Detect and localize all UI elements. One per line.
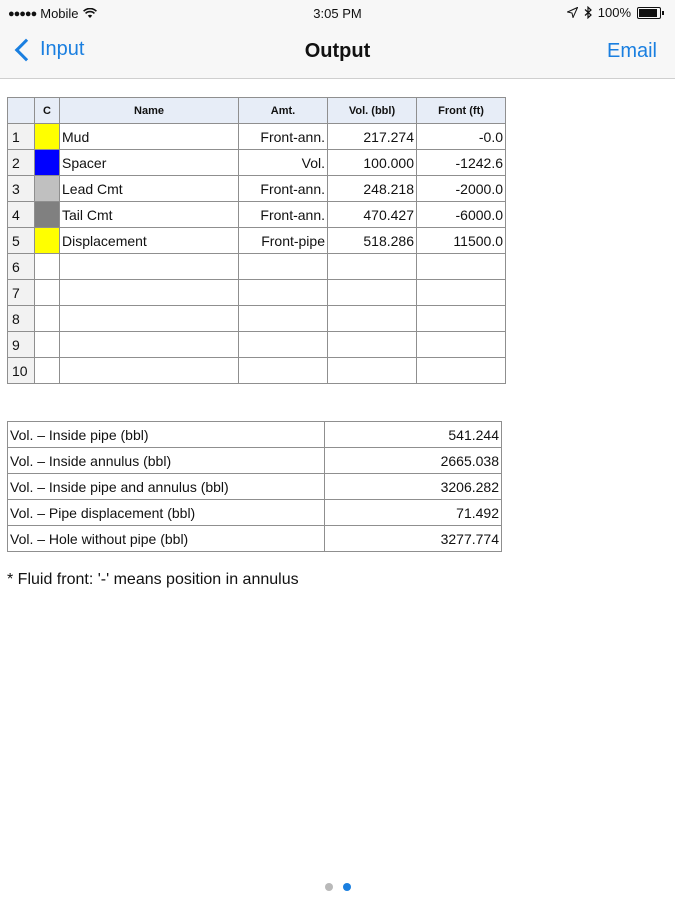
summary-value: 3206.282 [325, 474, 502, 500]
color-cell[interactable] [35, 176, 60, 202]
amount-cell[interactable] [239, 306, 328, 332]
fluid-name-cell[interactable] [60, 332, 239, 358]
front-cell[interactable]: -1242.6 [417, 150, 506, 176]
table-row[interactable] [8, 228, 506, 254]
color-swatch [35, 280, 59, 305]
summary-label: Vol. – Inside pipe (bbl) [8, 422, 325, 448]
amount-cell[interactable]: Front-ann. [239, 202, 328, 228]
summary-table [7, 421, 502, 552]
fluids-table [7, 97, 506, 384]
battery-icon [637, 7, 661, 19]
summary-label: Vol. – Pipe displacement (bbl) [8, 500, 325, 526]
summary-label: Vol. – Hole without pipe (bbl) [8, 526, 325, 552]
color-cell[interactable] [35, 124, 60, 150]
header-name: Name [60, 98, 239, 124]
amount-cell[interactable]: Vol. [239, 150, 328, 176]
fluid-name-cell[interactable] [60, 280, 239, 306]
page-title: Output [304, 40, 371, 62]
front-cell[interactable]: 11500.0 [417, 228, 506, 254]
amount-cell[interactable] [239, 332, 328, 358]
color-swatch [35, 150, 59, 175]
amount-cell[interactable] [239, 254, 328, 280]
color-swatch [35, 124, 59, 149]
volume-cell[interactable] [328, 280, 417, 306]
battery-percent: 100% [597, 5, 631, 20]
summary-value: 3277.774 [325, 526, 502, 552]
front-cell[interactable] [417, 332, 506, 358]
front-cell[interactable]: -6000.0 [417, 202, 506, 228]
status-time: 3:05 PM [313, 6, 362, 21]
front-cell[interactable] [417, 280, 506, 306]
table-row[interactable] [8, 332, 506, 358]
amount-cell[interactable]: Front-ann. [239, 176, 328, 202]
color-cell[interactable] [35, 150, 60, 176]
summary-row [8, 474, 502, 500]
color-swatch [35, 306, 59, 331]
front-cell[interactable] [417, 254, 506, 280]
summary-row [8, 448, 502, 474]
volume-cell[interactable] [328, 306, 417, 332]
volume-cell[interactable]: 100.000 [328, 150, 417, 176]
volume-cell[interactable] [328, 332, 417, 358]
front-cell[interactable] [417, 306, 506, 332]
volume-cell[interactable]: 217.274 [328, 124, 417, 150]
color-swatch [35, 254, 59, 279]
color-swatch [35, 202, 59, 227]
header-volume: Vol. (bbl) [328, 98, 417, 124]
summary-row [8, 500, 502, 526]
page-dot-active[interactable] [343, 883, 351, 891]
row-index: 3 [8, 176, 35, 202]
color-cell[interactable] [35, 280, 60, 306]
volume-cell[interactable]: 248.218 [328, 176, 417, 202]
color-swatch [35, 358, 59, 383]
front-cell[interactable] [417, 358, 506, 384]
amount-cell[interactable] [239, 358, 328, 384]
status-right [567, 5, 661, 20]
amount-cell[interactable]: Front-pipe [239, 228, 328, 254]
page-dot[interactable] [325, 883, 333, 891]
color-cell[interactable] [35, 254, 60, 280]
email-button[interactable]: Email [606, 40, 657, 62]
row-index: 10 [8, 358, 35, 384]
amount-cell[interactable] [239, 280, 328, 306]
table-row[interactable] [8, 124, 506, 150]
summary-row [8, 526, 502, 552]
table-row[interactable] [8, 202, 506, 228]
fluid-name-cell[interactable]: Lead Cmt [60, 176, 239, 202]
fluid-name-cell[interactable]: Tail Cmt [60, 202, 239, 228]
summary-label: Vol. – Inside pipe and annulus (bbl) [8, 474, 325, 500]
table-row[interactable] [8, 254, 506, 280]
summary-value: 541.244 [325, 422, 502, 448]
volume-cell[interactable]: 470.427 [328, 202, 417, 228]
color-swatch [35, 228, 59, 253]
summary-row [8, 422, 502, 448]
row-index: 6 [8, 254, 35, 280]
fluid-name-cell[interactable] [60, 306, 239, 332]
location-arrow-icon [567, 7, 578, 18]
row-index: 9 [8, 332, 35, 358]
summary-value: 2665.038 [325, 448, 502, 474]
carrier-name: Mobile [40, 6, 79, 21]
back-button-label: Input [40, 38, 85, 60]
fluid-name-cell[interactable]: Spacer [60, 150, 239, 176]
summary-label: Vol. – Inside annulus (bbl) [8, 448, 325, 474]
front-cell[interactable]: -2000.0 [417, 176, 506, 202]
table-row[interactable] [8, 306, 506, 332]
fluid-name-cell[interactable] [60, 358, 239, 384]
table-row[interactable] [8, 176, 506, 202]
color-cell[interactable] [35, 358, 60, 384]
table-row[interactable] [8, 280, 506, 306]
row-index: 4 [8, 202, 35, 228]
row-index: 7 [8, 280, 35, 306]
color-cell[interactable] [35, 306, 60, 332]
fluid-name-cell[interactable] [60, 254, 239, 280]
summary-value: 71.492 [325, 500, 502, 526]
row-index: 2 [8, 150, 35, 176]
fluid-name-cell[interactable]: Displacement [60, 228, 239, 254]
color-swatch [35, 332, 59, 357]
header-index [8, 98, 35, 124]
fluid-name-cell[interactable]: Mud [60, 124, 239, 150]
fluids-header-row [8, 98, 506, 124]
row-index: 5 [8, 228, 35, 254]
status-bar [0, 0, 675, 26]
header-front: Front (ft) [417, 98, 506, 124]
row-index: 1 [8, 124, 35, 150]
page-indicator[interactable] [0, 883, 675, 891]
navigation-bar [0, 26, 675, 79]
color-cell[interactable] [35, 202, 60, 228]
volume-cell[interactable]: 518.286 [328, 228, 417, 254]
table-row[interactable] [8, 358, 506, 384]
row-index: 8 [8, 306, 35, 332]
fluid-front-note: * Fluid front: '-' means position in annulus [7, 571, 299, 588]
header-color: C [35, 98, 60, 124]
color-cell[interactable] [35, 332, 60, 358]
amount-cell[interactable]: Front-ann. [239, 124, 328, 150]
volume-cell[interactable] [328, 358, 417, 384]
header-amount: Amt. [239, 98, 328, 124]
bluetooth-icon [584, 6, 592, 19]
table-row[interactable] [8, 150, 506, 176]
color-cell[interactable] [35, 228, 60, 254]
front-cell[interactable]: -0.0 [417, 124, 506, 150]
volume-cell[interactable] [328, 254, 417, 280]
signal-strength-icon: ●●●●● [8, 7, 37, 20]
color-swatch [35, 176, 59, 201]
